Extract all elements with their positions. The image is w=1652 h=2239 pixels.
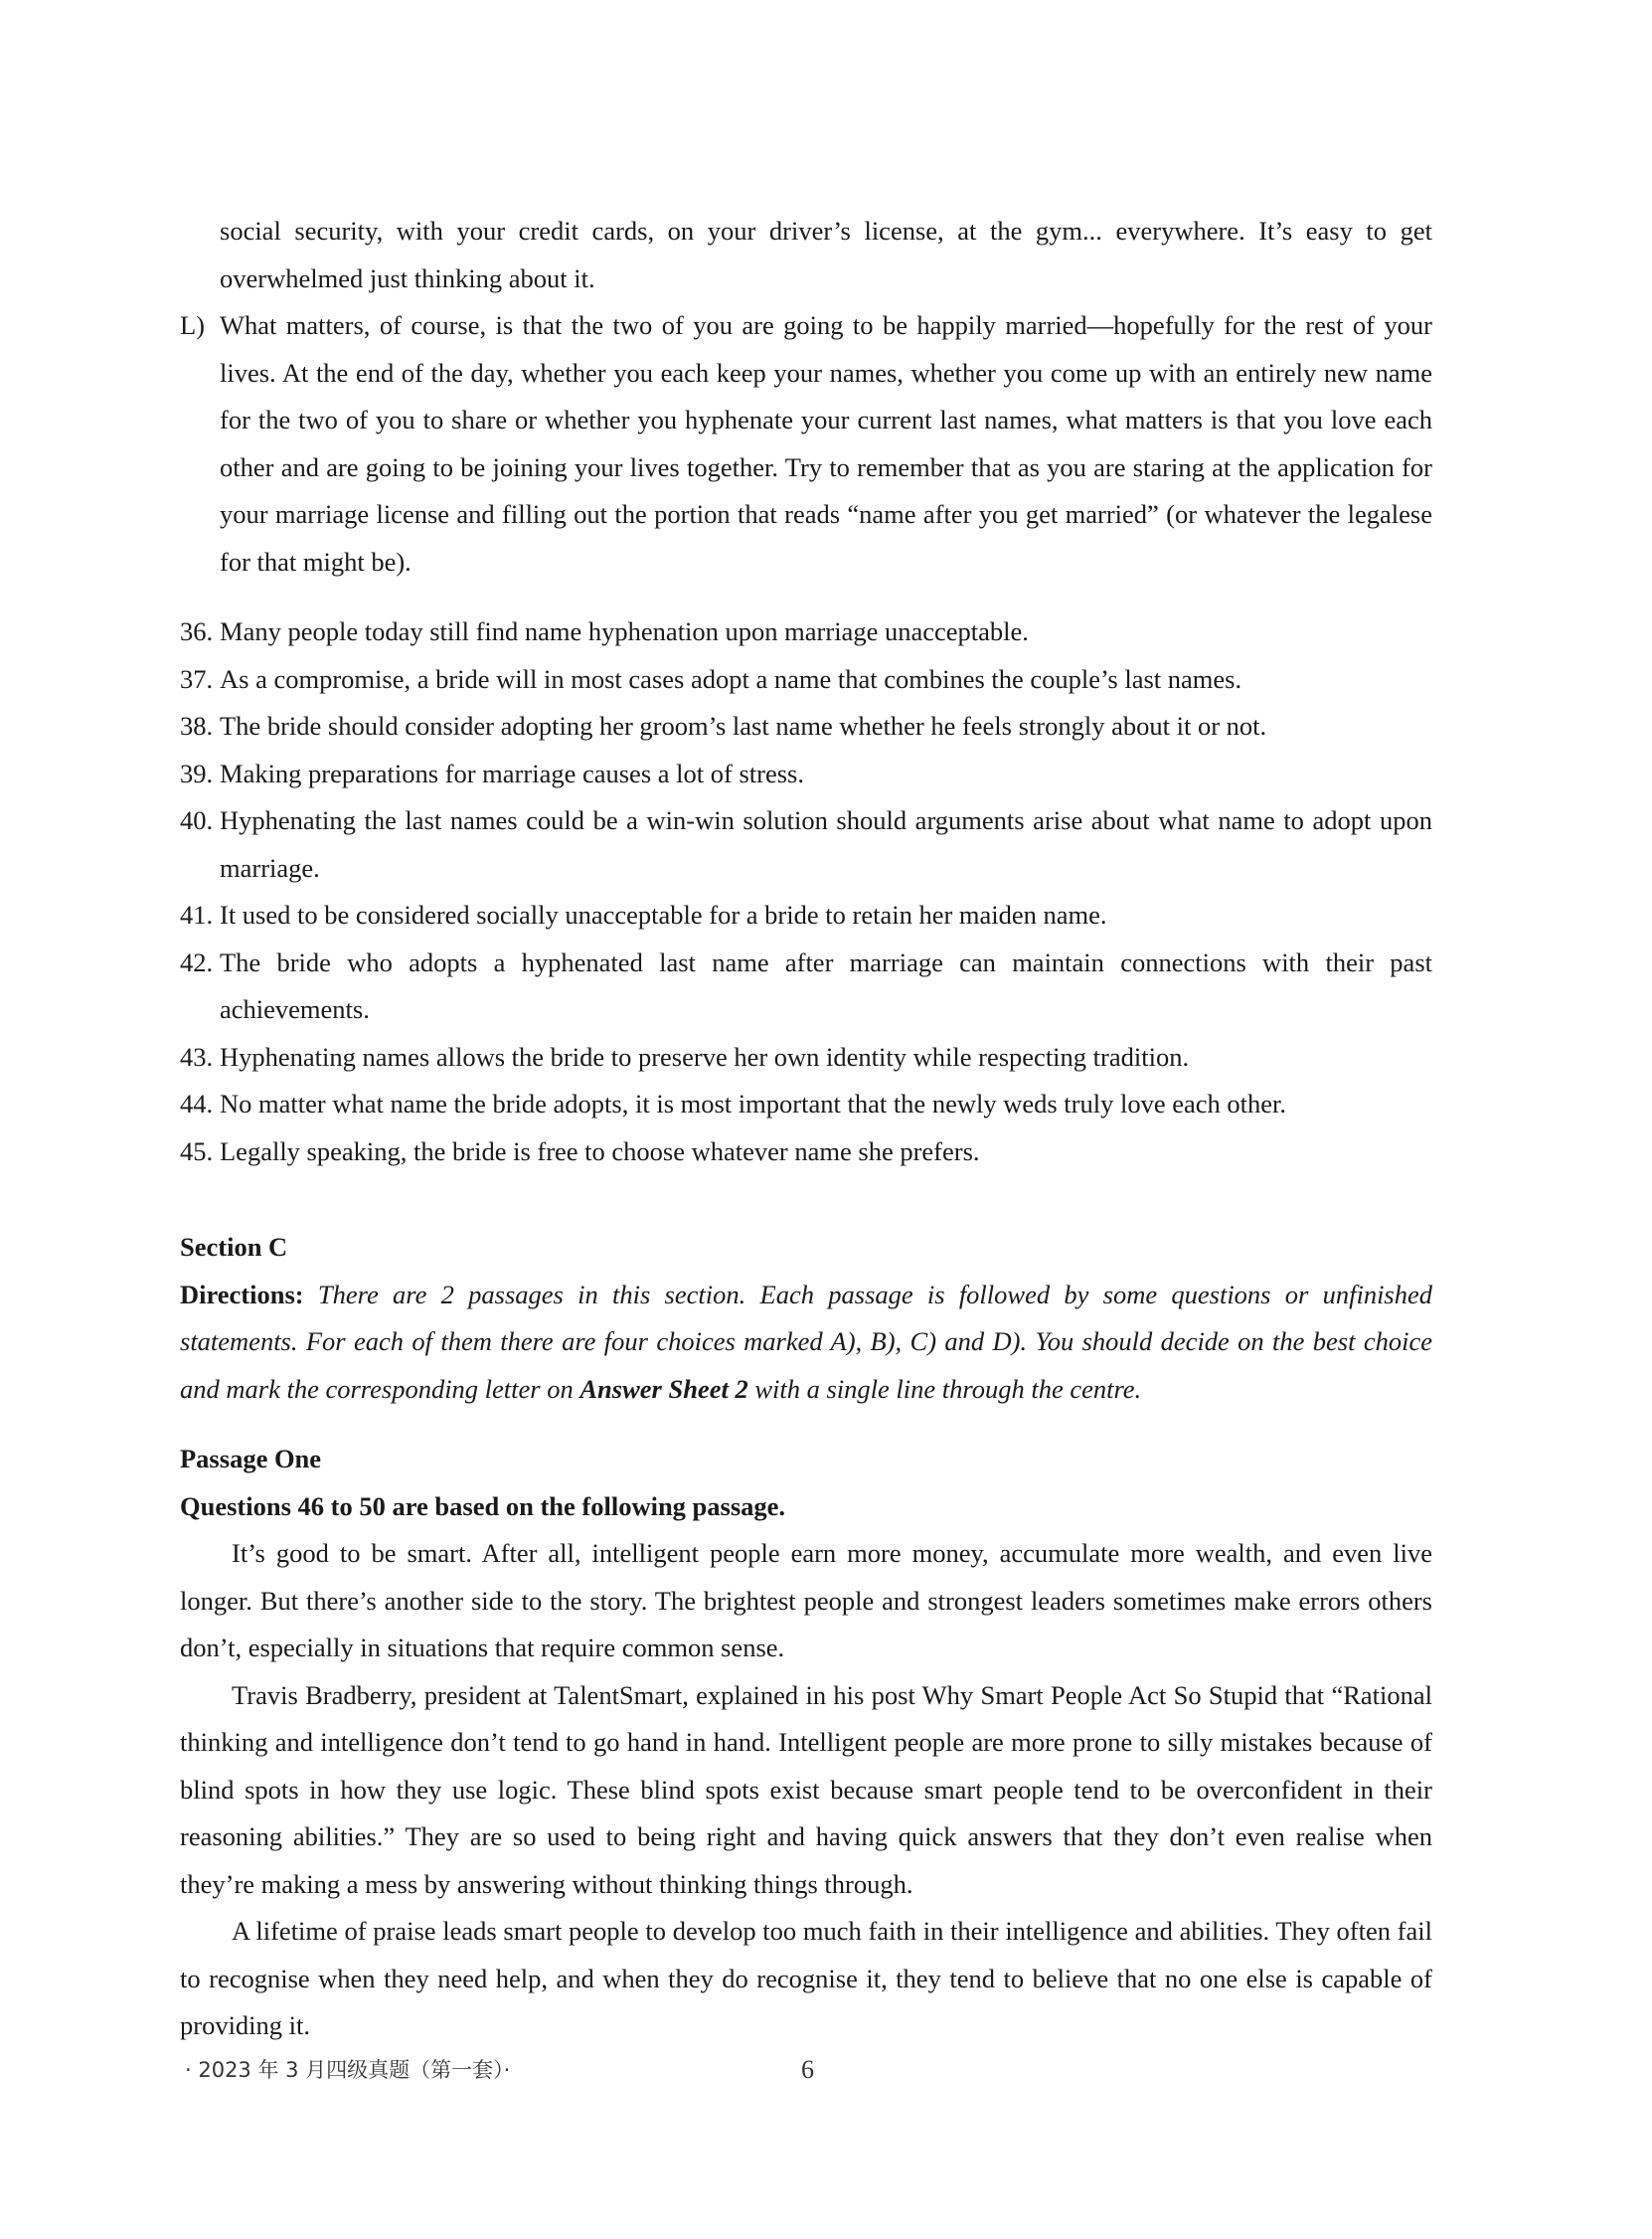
statement-number: 41. (180, 900, 214, 930)
statement-number: 38. (180, 711, 214, 741)
footer-source: · 2023 年 3 月四级真题（第一套）· (185, 2058, 511, 2082)
passage-paragraph: Travis Bradberry, president at TalentSmart, explained in his post Why Smart People Act So Stupid that “Rational thinking and intelligence don’t tend to go hand in hand. Intelligent people are more prone to silly mistakes because of blind spots in how they use logic. These blind spots exist because smart people tend to be overconfident in their reasoning abilities.” They are so used to being right and having quick answers that they don’t even realise when they’re making a mess by answering without thinking things through. (180, 1679, 1432, 1899)
statement-item (180, 940, 1432, 1034)
statement-number: 44. (180, 1089, 214, 1119)
directions-text: There are 2 passages in this section. Each passage is followed by some questions or unfinished statements. For each of them there are four choices marked A), B), C) and D). You should decide on the best choice and mark the corresponding letter on (180, 1279, 1433, 1404)
statement-text: Many people today still find name hyphenation upon marriage unacceptable. (220, 616, 1029, 646)
questions-intro: Questions 46 to 50 are based on the following passage. (180, 1490, 786, 1521)
statement-text: The bride should consider adopting her groom’s last name whether he feels strongly about it or not. (220, 711, 1267, 741)
directions-text-end: with a single line through the centre. (754, 1373, 1142, 1404)
passage-paragraph: It’s good to be smart. After all, intelligent people earn more money, accumulate more wealth, and even live longer. But there’s another side to the story. The brightest people and strongest leaders sometimes make errors others don’t, especially in situations that require common sense. (180, 1538, 1432, 1662)
statement-number: 43. (180, 1041, 214, 1072)
continued-paragraph: social security, with your credit cards, on your driver’s license, at the gym... everywhere. It’s easy to get overwhelmed just thinking about it. (220, 216, 1432, 293)
statement-number: 40. (180, 805, 214, 835)
page-content (180, 208, 1432, 2050)
statement-item (180, 656, 1432, 704)
statement-list (180, 608, 1432, 1175)
statement-item (180, 797, 1432, 892)
statement-item (180, 751, 1432, 798)
statement-item (180, 1081, 1432, 1128)
page-number: 6 (801, 2055, 814, 2084)
statement-text: As a compromise, a bride will in most cases adopt a name that combines the couple’s last names. (220, 663, 1242, 694)
passage-one-title: Passage One (180, 1444, 322, 1473)
statement-number: 39. (180, 758, 214, 788)
paragraph-l (180, 302, 1432, 586)
statement-text: Hyphenating the last names could be a win-win solution should arguments arise about what name to adopt upon marriage. (220, 805, 1432, 883)
statement-text: Hyphenating names allows the bride to preserve her own identity while respecting tradition. (220, 1041, 1190, 1072)
statement-text: No matter what name the bride adopts, it is most important that the newly weds truly love each other. (220, 1089, 1286, 1119)
passage-paragraph: A lifetime of praise leads smart people to develop too much faith in their intelligence and abilities. They often fail to recognise when they need help, and when they do recognise it, they tend to believe that no one else is capable of providing it. (180, 1916, 1432, 2040)
statement-item (180, 1034, 1432, 1082)
statement-text: Legally speaking, the bride is free to choose whatever name she prefers. (220, 1135, 980, 1166)
statement-text: Making preparations for marriage causes a lot of stress. (220, 758, 804, 788)
section-c-title: Section C (180, 1232, 288, 1262)
statement-text: The bride who adopts a hyphenated last name after marriage can maintain connections with their past achievements. (220, 947, 1432, 1024)
statement-text: It used to be considered socially unacceptable for a bride to retain her maiden name. (220, 900, 1107, 930)
directions-label: Directions: (180, 1279, 304, 1309)
statement-number: 37. (180, 663, 214, 694)
paragraph-label: L) (180, 310, 206, 340)
statement-number: 36. (180, 616, 214, 646)
directions (180, 1272, 1432, 1414)
statement-number: 42. (180, 947, 214, 977)
statement-item (180, 892, 1432, 940)
answer-sheet-label: Answer Sheet 2 (579, 1373, 748, 1404)
statement-item (180, 703, 1432, 751)
statement-number: 45. (180, 1135, 214, 1166)
statement-item (180, 608, 1432, 656)
statement-item (180, 1128, 1432, 1176)
paragraph-text: What matters, of course, is that the two of you are going to be happily married—hopefully for the rest of your lives. At the end of the day, whether you each keep your names, whether you come up with an entirely new name for the two of you to share or whether you hyphenate your current last names, what matters is that you love each other and are going to be joining your lives together. Try to remember that as you are staring at the application for your marriage license and filling out the portion that reads “name after you get married” (or whatever the legalese for that might be). (220, 310, 1432, 577)
